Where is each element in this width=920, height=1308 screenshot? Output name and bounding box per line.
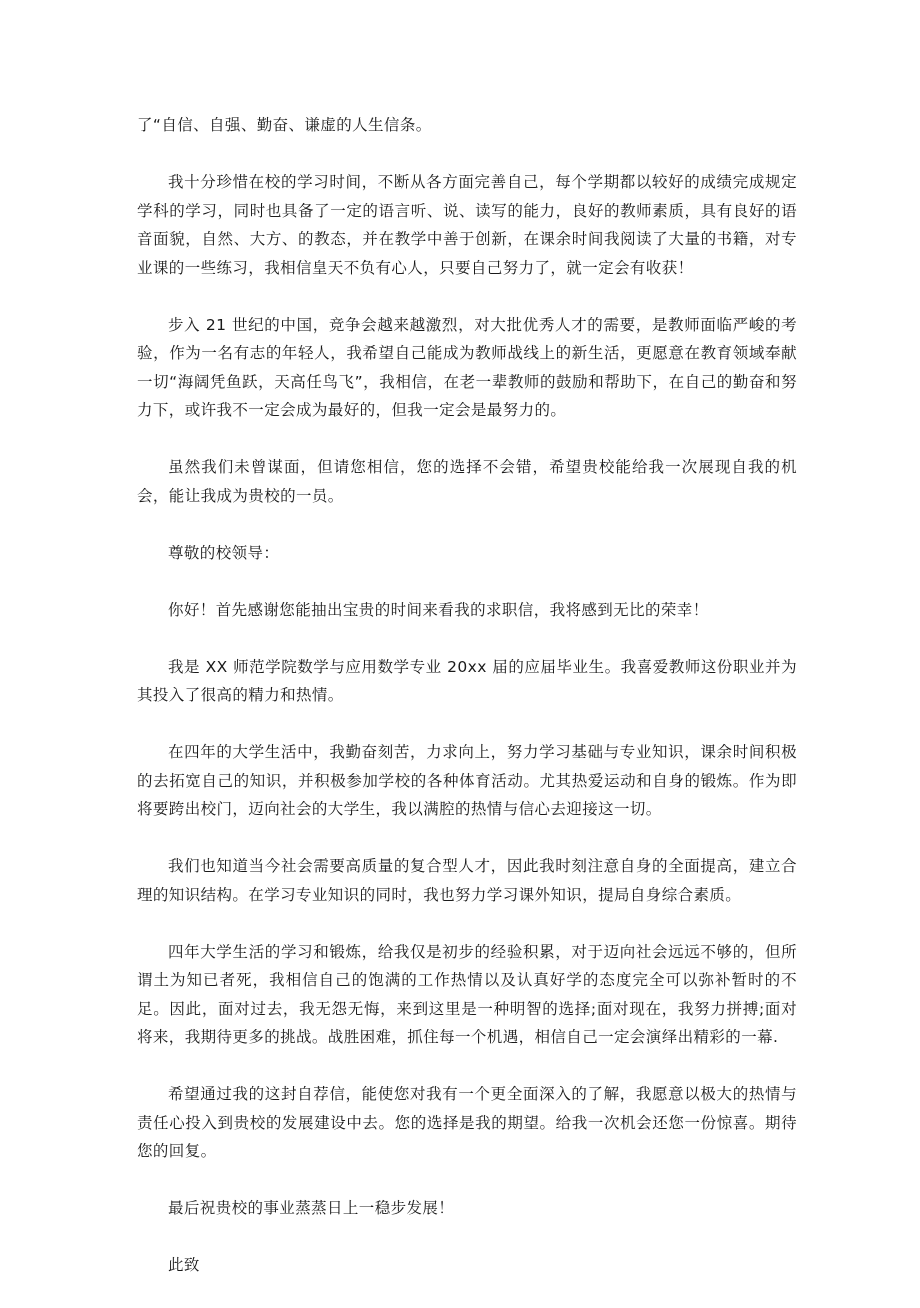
letter-body <box>137 111 797 1308</box>
paragraph-knowledge: 我们也知道当今社会需要高质量的复合型人才，因此我时刻注意自身的全面提高，建立合理的知识结构。在学习专业知识的同时，我也努力学习课外知识，提局自身综合素质。 <box>137 857 797 904</box>
paragraph-request: 虽然我们未曾谋面，但请您相信，您的选择不会错，希望贵校能给我一次展现自我的机会，能让我成为贵校的一员。 <box>137 458 797 505</box>
paragraph-university-life: 在四年的大学生活中，我勤奋刻苦，力求向上，努力学习基础与专业知识，课余时间积极的去拓宽自己的知识，并积极参加学校的各种体育活动。尤其热爱运动和自身的锻炼。作为即将要跨出校门，迈向社会的大学生，我以满腔的热情与信心去迎接这一切。 <box>137 743 797 818</box>
paragraph-introduction: 我是 XX 师范学院数学与应用数学专业 20xx 届的应届毕业生。我喜爱教师这份职业并为其投入了很高的精力和热情。 <box>137 657 797 704</box>
closing: 此致 <box>168 1256 200 1274</box>
paragraph-experience: 四年大学生活的学习和锻炼，给我仅是初步的经验积累，对于迈向社会远远不够的，但所谓土为知已者死，我相信自己的饱满的工作热情以及认真好学的态度完全可以弥补暂时的不足。因此，面对过去，我无怨无悔，来到这里是一种明智的选择;面对现在，我努力拼搏;面对将来，我期待更多的挑战。战胜困难，抓住每一个机遇，相信自己一定会演绎出精彩的一幕. <box>137 942 797 1046</box>
salutation: 尊敬的校领导： <box>168 543 280 562</box>
paragraph-hope: 希望通过我的这封自荐信，能使您对我有一个更全面深入的了解，我愿意以极大的热情与责任心投入到贵校的发展建设中去。您的选择是我的期望。给我一次机会还您一份惊喜。期待您的回复。 <box>137 1085 797 1160</box>
paragraph-continuation: 了“自信、自强、勤奋、谦虚的人生信条。 <box>137 116 432 134</box>
paragraph-study: 我十分珍惜在校的学习时间，不断从各方面完善自己，每个学期都以较好的成绩完成规定学科的学习，同时也具备了一定的语言听、说、读写的能力，良好的教师素质，具有良好的语音面貌，自然、大方、的教态，并在教学中善于创新，在课余时间我阅读了大量的书籍，对专业课的一些练习，我相信皇天不负有心人，只要自己努力了，就一定会有收获！ <box>137 173 797 277</box>
paragraph-wishes: 最后祝贵校的事业蒸蒸日上一稳步发展！ <box>168 1199 455 1217</box>
paragraph-aspiration: 步入 21 世纪的中国，竞争会越来越激烈，对大批优秀人才的需要，是教师面临严峻的考验，作为一名有志的年轻人，我希望自己能成为教师战线上的新生活，更愿意在教育领域奉献一切“海阔凭鱼跃，天高任鸟飞”，我相信，在老一辈教师的鼓励和帮助下，在自己的勤奋和努力下，或许我不一定会成为最好的，但我一定会是最努力的。 <box>137 315 797 419</box>
paragraph-greeting: 你好！首先感谢您能抽出宝贵的时间来看我的求职信，我将感到无比的荣幸！ <box>168 600 709 619</box>
